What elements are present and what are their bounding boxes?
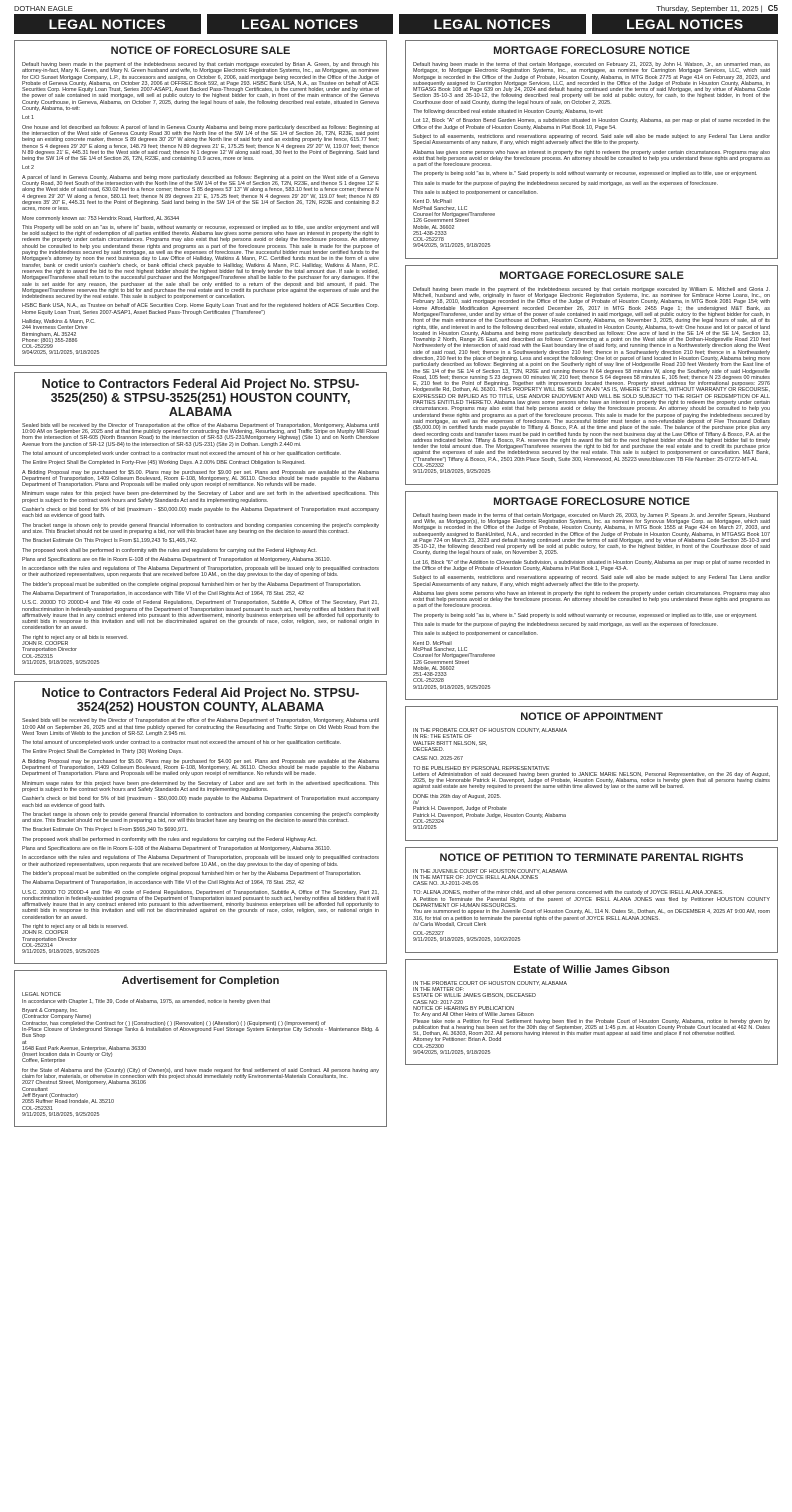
notice-paragraph: TO: ALENA JONES, mother of the minor child, and all other persons concerned with the custody of JOYCE IRELL ALANA JONES. A Petition to Terminate the Parental Rights of the parent of JOYCE IRELL ALANA JONES was filed by Petitioner HOUSTON COUNTY DEPARTMENT OF HUMAN RESOURCES. You are summoned to appear in the Juvenile Court of Houston County, AL, 114 N. Oates St., Dothan, AL, on DECEMBER 4, 2025 AT 9:00 AM, room 316, for trial on a petition to terminate the parental rights of the parent of JOYCE IRELL ALANA JONES. /s/ Carla Woodall, Circuit Clerk	[413, 890, 770, 928]
notice-title: NOTICE OF APPOINTMENT	[520, 711, 663, 724]
notice-paragraph: Minimum wage rates for this project have been pre-determined by the Secretary of Labor and are set forth in the advertised specifications. This project is subject to the contract work hours and Safety Standards Act and its implementing regulations.	[22, 780, 379, 793]
notice-paragraph: One house and lot described as follows: A parcel of land in Geneva County Alabama and being more particularly described as follows: Beginning at the intersection of the West side of Geneva County Road 30 with the North line of the SW 1/4 of the SE 1/4 of Section 26, T2N, R23E, said point being an existing concrete marker, thence S 89 degrees 30' 20" W along the North line of said forty and an existing property line fence, 615.77 feet; thence S 4 degrees 29' 20" E along a fence, 148.79 feet; thence N 89 degrees 21' E, 175.25 feet; thence N 4 degrees 29' 20" W, 119.07 feet; thence N 89 degrees 21' E, 445.31 feet to the West side of said road; thence N 1 degree 12' W along said road, 30 feet to the Point of Beginning. Said land being the SW 1/4 of the SE 1/4 of Section 26, T2N, R23E, and containing 0.9 acres, more or less.	[22, 124, 379, 163]
notice-paragraph: The following described real estate situated in Houston County, Alabama, to-wit:	[413, 109, 604, 116]
notice-paragraph: The bracket range is shown only to provide general financial information to contractors and bonding companies concerning the project's complexity and size. This Bracket should not be used in preparing a bid, nor will this bracket have any bearing on the decision to award this contract.	[22, 522, 379, 535]
notice-paragraph: More commonly known as: 753 Hendrix Road, Hartford, AL 36344	[22, 215, 180, 222]
notice-paragraph: Lot 1	[22, 115, 34, 122]
notice-paragraph: Default having been made in the terms of that certain Mortgage, executed on February 21, 2023, by John H. Watson, Jr., an unmarried man, as Mortgagor, to Mortgage Electronic Registration Systems, Inc., as mortgagee, as nominee for Carrington Mortgage Services, LLC, which said Mortgage is recorded in the Office of the Judge of Probate, Houston County, Alabama, in MTG Book 2775 at Page 414 on February 28, 2023, and subsequently assigned to Carrington Mortgage Services, LLC, and recorded in the Office of the Judge of Probate in Houston County, Alabama, in MTGASG Book 108 at Page 639 on July 24, 2024 and default having continued under the terms of said Mortgage, and by virtue of Alabama Code Section 35-10-3 and 35-10-12, the following described real property will be sold at public outcry, for cash, to the highest bidder, in front of the Courthouse door of said County, during the legal hours of sale, on October 2, 2025.	[413, 62, 770, 106]
legal-notice	[405, 959, 778, 1066]
notice-paragraph: The Entire Project Shall Be Completed In Forty-Five (45) Working Days. A 2.00% DBE Contract Obligation Is Required.	[22, 460, 306, 467]
paper-name: DOTHAN EAGLE	[14, 4, 73, 13]
notice-paragraph: The Entire Project Shall Be Completed In Thirty (30) Working Days.	[22, 749, 183, 756]
notice-paragraph: LEGAL NOTICE In accordance with Chapter 1, Title 39, Code of Alabama, 1975, as amended, notice is hereby given that	[22, 992, 271, 1005]
notice-paragraph: U.S.C. 2000D TO 2000D-4 and Title 49 code of Federal Regulations, Department of Transportation, Subtitle A, Office of The Secretary, Part 21, nondiscrimination in federally-assisted programs of the Department of Transportation issued pursuant to such act, hereby notifies all bidders that it will affirmatively insure that in any contract entered into pursuant to this advertisement, minority business enterprises will be afforded full opportunity to submit bids in response to this invitation and will not be discriminated against on the grounds of race, color, religion, sex, or national origin in consideration for an award.	[22, 600, 379, 632]
notice-paragraph: Kent D. McPhail McPhail Sanchez, LLC Counsel for Mortgagee/Transferee 126 Government Street Mobile, AL 36602 251-438-2333 COL-252278 9/04/2025, 9/11/2025, 9/18/2025	[413, 199, 496, 250]
notice-paragraph: Lot 16, Block "6" of the Addition to Cloverdale Subdivision, a subdivision situated in Houston County, Alabama as per map or plat of same recorded in the Office of the Judge of Probate of Houston County, Alabama in Plat Book 1, Page 43-A.	[413, 559, 770, 572]
notice-paragraph: Default having been made in the payment of the indebtedness secured by that certain mortgage executed by William E. Mitchell and Gloria J. Mitchell, husband and wife, originally in favor of Mortgage Electronic Registration Systems, Inc. as nominee for Embrace Home Loans, Inc., on February 18, 2010, said mortgage recorded in the Office of the Judge of Probate of Houston County, Alabama, in MTG Book 2081 Page 154; with Home Affordable Modification Agreement recorded December 26, 2017 in MTG Book 2455 Page 1; the undersigned M&T Bank, as Mortgagee/Transferee, under and by virtue of the power of sale contained in said mortgage, will sell at public outcry to the highest bidder for cash, in front of the main entrance of the Courthouse at Dothan, Houston County, Alabama, on November 3, 2025, during the legal hours of sale, all of its rights, title, and interest in and to the following described real estate, situated in Houston County, Alabama, to-wit: One house and lot or parcel of land located in Houston County, Alabama and being more particularly described as follows: One acre of land in the SE 1/4 of the SE 1/4, Section 13, Township 2 North, Range 26 East, and described as follows: Commencing at a point on the West side of the Dothan-Hodgesville Road 210 feet Northwesterly of the intersection of said road with the East boundary line of said forty, and running thence in a Northwesterly direction along the West side of said road, 210 feet; thence in a Southwesterly direction 210 feet; thence in a Southeasterly direction 210 feet; thence in a Northeasterly direction, 210 feet to the place of beginning. Less and except the following: One lot or parcel of land located in Houston County, Alabama being more particularly described as follows: Beginning at a point on the Southerly right of way line of Hodgesville Road 210 feet Westerly from the East line of the SE 1/4 of the SE 1/4 of Section 13, T2N, R26E and running thence N 64 degrees 58 minutes W, along the Southerly side of said Hodgesville Road, 105 feet; thence running S 23 degrees 00 minutes W, 210 feet; thence S 64 degrees 58 minutes E, 105 feet; thence N 23 degrees 00 minutes E, 210 feet to the Point of Beginning. Together with improvements located thereon. Property street address for informational purposes: 2976 Hodgesville Rd, Dothan, AL 36301. THIS PROPERTY WILL BE SOLD ON AN "AS IS, WHERE IS" BASIS, WITHOUT WARRANTY OR RECOURSE, EXPRESSED OR IMPLIED AS TO TITLE, USE AND/OR ENJOYMENT AND WILL BE SOLD SUBJECT TO THE RIGHT OF REDEMPTION OF ALL PARTIES ENTITLED THERETO. Alabama law gives some persons who have an interest in property the right to redeem the property under certain circumstances. Programs may also exist that help persons avoid or delay the foreclosure process. An attorney should be consulted to help you understand these rights and programs as a part of the foreclosure process. This sale is made for the purpose of paying the indebtedness secured by said mortgage, as well as the expenses of foreclosure. The successful bidder must tender a non-refundable deposit of Five Thousand Dollars ($5,000.00) in certified funds made payable to Tiffany & Bosco, P.A. at the time and place of the sale. The balance of the purchase price plus any deed recording costs and transfer taxes must be paid in certified funds by noon the next business day at the Law Office of Tiffany & Bosco, P.A. at the address indicated below. Tiffany & Bosco, P.A. reserves the right to award the bid to the next highest bidder should the highest bidder fail to timely tender the total amount due. The Mortgagee/Transferee reserves the right to bid for and purchase the real estate and to credit its purchase price against the expenses of sale and the indebtedness secured by the real estate. This sale is subject to postponement or cancellation. M&T Bank, ("Transferee") Tiffany & Bosco, P.A., 2501 20th Place South, Suite 300, Homewood, AL 35223 www.tblaw.com TB File Number: 25-07272-MT-AL COL-252332 9/11/2025, 9/18/2025, 9/25/2025	[413, 286, 770, 476]
notice-paragraph: Lot 2	[22, 165, 34, 172]
legal-notice	[405, 706, 778, 840]
notice-paragraph: The Bracket Estimate On This Project Is From $565,340 To $690,971.	[22, 827, 189, 834]
notice-paragraph: Plans and Specifications are on file in Room E-108 of the Alabama Department of Transportation at Montgomery, Alabama 36110.	[22, 556, 332, 563]
notice-paragraph: The property is being sold "as is, where is." Said property is sold without warranty or recourse, expressed or implied as to title, use or enjoyment.	[413, 171, 758, 178]
left-column	[14, 40, 387, 1133]
notice-paragraph: CASE NO. 2025-267	[413, 756, 464, 763]
notice-title: Notice to Contractors Federal Aid Project No. STPSU-3525(250) & STPSU-3525(251) HOUSTON COUNTY, ALABAMA	[41, 376, 360, 419]
notice-paragraph: Lot 12, Block "A" of Braxton Bend Garden Homes, a subdivision situated in Houston County, Alabama, as per map or plat of same recorded in the Office of the Judge of Probate of Houston County, Alabama in Plat Book 10, Page 54.	[413, 118, 770, 131]
notice-paragraph: This Property will be sold on an "as is, where is" basis, without warranty or recourse, expressed or implied as to title, use and/or enjoyment and will be sold subject to the right of redemption of all parties entitled thereto. Alabama law gives some persons who have an interest in property the right to redeem the property under certain circumstances. Programs may also exist that help persons avoid or delay the foreclosure process. An attorney should be consulted to help you understand these rights and programs as a part of the foreclosure process. This sale is made for the purpose of paying the indebtedness secured by said mortgage, as well as the expenses of foreclosure. The successful bidder must tender certified funds to the Mortgagee's attorney by noon the next business day to Law Office of Halliday, Watkins & Mann, P.C. Certified funds must be in the form of a wire transfer, bank or credit union's cashier's check, or bank official check payable to Halliday, Watkins & Mann, P.C. Halliday, Watkins & Mann, P.C. reserves the right to award the bid to the next highest bidder should the highest bidder fail to timely tender the total amount due. If sale is voided, Mortgagee/Transferee shall return to the successful purchaser and the Mortgagee/Transferee shall be liable to the purchaser for any damages. If the sale is set aside for any reason, the purchaser at the sale shall be only entitled to a return of the deposit and bid amount, if paid. The Mortgagee/Transferee reserves the right to bid for and purchase the real estate and to credit its purchase price against the expenses of sale and the indebtedness secured by the real estate. This sale is subject to postponement or cancellation.	[22, 224, 379, 301]
notice-paragraph: The right to reject any or all bids is reserved. JOHN R. COOPER Transportation Director COL-252314 9/11/2025, 9/18/2025, 9/25/2025	[22, 923, 129, 956]
notice-paragraph: The bracket range is shown only to provide general financial information to contractors and bonding companies concerning the project's complexity and size. This Bracket should not be used in preparing a bid, nor will this bracket have any bearing on the decision to award this contract.	[22, 811, 379, 825]
notice-title: Notice to Contractors Federal Aid Project No. STPSU-3524(252) HOUSTON COUNTY, ALABAMA	[41, 686, 360, 715]
legal-notice	[405, 491, 778, 700]
notice-paragraph: Halliday, Watkins & Mann, P.C. 244 Inverness Center Drive Birmingham, AL 35242 Phone: (801) 355-2886 COL-252299 9/04/2025, 9/11/2025, 9/18/2025	[22, 318, 100, 357]
notice-paragraph: The proposed work shall be performed in conformity with the rules and regulations for carrying out the Federal Highway Act.	[22, 547, 317, 554]
right-column	[405, 40, 778, 1071]
notice-paragraph: This sale is subject to postponement or cancellation.	[413, 631, 538, 638]
legal-notice	[14, 681, 387, 964]
notice-paragraph: A Bidding Proposal may be purchased for $5.00. Plans may be purchased for $4.00 per set. Plans and Proposals are available at the Alabama Department of Transportation, 1409 Coliseum Boulevard, Room E-108, Montgomery, AL 36110. Checks should be made payable to the Alabama Department of Transportation. Plans and Proposals will be mailed only upon receipt of remittance. No refunds will be made.	[22, 758, 379, 778]
page-number: C5	[767, 4, 778, 13]
notice-title: Estate of Willie James Gibson	[513, 963, 670, 976]
section-headers	[14, 14, 778, 34]
notice-paragraph: Default having been made in the payment of the indebtedness secured by that certain mortgage executed by Brian A. Green, by and through his attorney-in-fact, Mary N. Green, and Mary N. Green husband and wife, to Mortgage Electronic Registration Systems, Inc., as Mortgagee, as nominee for C/O Sunset Mortgage Company, L.P., its successors and assigns, on October 6, 2006, said mortgage being recorded in the Office of the Judge of Probate of Geneva County, Alabama, on October 23, 2006 at OFFREC Book 592, at Page 293. HSBC Bank USA, N.A., as Trustee on behalf of ACE Securities Corp. Home Equity Loan Trust, Series 2007-ASAP1, Asset Backed Pass-Through Certificates, is the current holder, under and by virtue of the power of sale contained in said mortgage, will sell at public outcry to the highest bidder for cash, in front of the main entrance of the Geneva County Courthouse, in Geneva, Alabama, on October 7, 2025, during the legal hours of sale, the following described real estate, situated in Geneva County, Alabama, to-wit:	[22, 62, 379, 113]
notice-title: Advertisement for Completion	[121, 975, 280, 988]
notice-title: MORTGAGE FORECLOSURE SALE	[499, 269, 684, 282]
legal-notice	[14, 40, 387, 366]
notice-paragraph: The bidder's proposal must be submitted on the complete original proposal furnished him or her by the Alabama Department of Transportation.	[22, 581, 362, 588]
notice-paragraph: DONE this 26th day of August, 2025. /s/ Patrick H. Davenport, Judge of Probate Patrick H. Davenport, Probate Judge, Houston County, Alabama COL-252324 9/11/2025	[413, 793, 567, 832]
notice-paragraph: IN THE PROBATE COURT OF HOUSTON COUNTY, ALABAMA IN THE MATTER OF: ESTATE OF WILLIE JAMES GIBSON, DECEASED CASE NO: 2017-220 NOTICE OF HEARING BY PUBLICATION To: Any and All Other Heirs of Willie James Gibson Please take note a Petition for Final Settlement having been filed in the Probate Court of Houston County, Alabama, notice is hereby given by publication that a hearing has been set for the 30th day of September, 2025 at 1:45 p.m. at Houston County Probate Court located at 462 N. Oates St., Dothan, AL 36303, Room 202. All persons having interest in this matter must appear at said time and place if not otherwise notified. Attorney for Petitioner: Brian A. Dodd COL-252300 9/04/2025, 9/11/2025, 9/18/2025	[413, 980, 770, 1057]
notice-paragraph: In accordance with the rules and regulations of The Alabama Department of Transportation, proposals will be issued only to prequalified contractors or their authorized representatives, upon requests that are received before 10 AM., on the day previous to the day of opening of bids.	[22, 855, 379, 868]
notice-paragraph: IN THE PROBATE COURT OF HOUSTON COUNTY, ALABAMA IN RE: THE ESTATE OF WALTER BRITT NELSON, SR, DECEASED.	[413, 728, 567, 753]
notice-paragraph: IN THE JUVENILE COURT OF HOUSTON COUNTY, ALABAMA IN THE MATTER OF: JOYCE IRELL ALANA JONES CASE NO. JU-2011-245.05	[413, 868, 568, 888]
notice-title: MORTGAGE FORECLOSURE NOTICE	[493, 45, 690, 57]
notice-paragraph: Sealed bids will be received by the Director of Transportation at the office of the Alabama Department of Transportation, Montgomery, Alabama until 10:00 AM on September 26, 2025 and at that time publicly opened for constructing the Resurfacing and Traffic Stripe on Old Webb Road from the West Town Limits of Webb to the junction of SR-52. Length 2.945 mi.	[22, 718, 379, 737]
notice-paragraph: The bidder's proposal must be submitted on the complete original proposal furnished him or her by the Alabama Department of Transportation.	[22, 870, 362, 877]
notice-paragraph: Alabama law gives some persons who have an interest in property the right to redeem the property under certain circumstances. Programs may also exist that help persons avoid or delay the foreclosure process. An attorney should be consulted to help you understand these rights and programs as a part of the foreclosure process.	[413, 149, 770, 169]
notice-title: NOTICE OF PETITION TO TERMINATE PARENTAL RIGHTS	[439, 851, 744, 864]
notice-paragraph: Plans and Specifications are on file in Room E-108 of the Alabama Department of Transportation at Montgomery, Alabama 36110.	[22, 846, 332, 853]
notice-paragraph: The proposed work shall be performed in conformity with the rules and regulations for carrying out the Federal Highway Act.	[22, 836, 317, 843]
notice-paragraph: Minimum wage rates for this project have been pre-determined by the Secretary of Labor and are set forth in the advertised specifications. This project is subject to the contract work hours and Safety Standards Act and its implementing regulations.	[22, 491, 379, 504]
notice-paragraph: Sealed bids will be received by the Director of Transportation at the office of the Alabama Department of Transportation, Montgomery, Alabama until 10:00 AM on September 26, 2025 and at that time publicly opened for constructing the Widening, Resurfacing, and Traffic Stripe on Murphy Mill Road from the intersection of SR-605 (North Brannon Road) to the intersection of SR-53 (US-231/Montgomery Highway) (Site 1) and on North Cherokee Avenue from the junction of SR-12 (US-84) to the intersection of SR-53 (US-231) (Site 2) in Dothan. Length 2.440 mi.	[22, 422, 379, 448]
notice-paragraph: Cashier's check or bid bond for 5% of bid (maximum - $50,000.00) made payable to the Alabama Department of Transportation must accompany each bid as evidence of good faith.	[22, 796, 379, 809]
legal-notice	[14, 372, 387, 676]
section-header: LEGAL NOTICES	[14, 14, 201, 34]
notice-paragraph: The property is being sold "as is, where is." Said property is sold without warranty or recourse, expressed or implied as to title, use or enjoyment.	[413, 612, 758, 619]
notice-paragraph: The total amount of uncompleted work under contract to a contractor must not exceed the amount of his or her qualification certificate.	[22, 740, 342, 747]
section-header: LEGAL NOTICES	[592, 14, 779, 34]
section-header: LEGAL NOTICES	[399, 14, 586, 34]
notice-paragraph: In accordance with the rules and regulations of The Alabama Department of Transportation, proposals will be issued only to prequalified contractors or their authorized representatives, upon requests that are received before 10 AM., on the day previous to the day of opening of bids.	[22, 566, 379, 579]
notice-paragraph: The Alabama Department of Transportation, in accordance with Title VI of the Civil Rights Act of 1964, 78 Stat. 252, 42	[22, 880, 304, 887]
legal-notice	[405, 265, 778, 485]
notice-paragraph: This sale is made for the purpose of paying the indebtedness secured by said mortgage, as well as the expenses of foreclosure.	[413, 180, 719, 187]
notice-paragraph: Bryant & Company, Inc. (Contractor Company Name) Contractor, has completed the Contract for ( ) (Construction) ( ) (Renovation) ( ) (Alteration) ( ) (Equipment) ( ) (Improvement) of In-Place Closure of Underground Storage Tanks & Installation of Aboveground Fuel Storage System Enterprise City Schools - Maintenance Bldg. & Bus Shop at 1648 East Park Avenue, Enterprise, Alabama 36330 (Insert location data in County or City) Coffee, Enterprise	[22, 1008, 379, 1065]
notice-paragraph: The Alabama Department of Transportation, in accordance with Title VI of the Civil Rights Act of 1964, 78 Stat. 252, 42	[22, 591, 304, 597]
section-header: LEGAL NOTICES	[207, 14, 394, 34]
notice-paragraph: This sale is subject to postponement or cancellation.	[413, 190, 538, 197]
notice-paragraph: Subject to all easements, restrictions and reservations appearing of record. Said sale will also be made subject to any Federal Tax Liens and/or Special Assessments of any nature, if any, which might adversely affect the title to the property.	[413, 133, 770, 147]
notice-paragraph: The right to reject any or all bids is reserved. JOHN R. COOPER Transportation Director COL-252315 9/11/2025, 9/18/2025, 9/25/2025	[22, 634, 129, 666]
notice-paragraph: Default having been made in the terms of that certain Mortgage, executed on March 26, 2003, by James P. Spears Jr. and Jennifer Spears, Husband and Wife, as Mortgagor(s), to Mortgage Electronic Registration Systems, Inc. as nominee for Synovus Mortgage Corp. as Mortgagee, which said Mortgage is recorded in the Office of the Judge of Probate, Houston County, Alabama, in MTG Book 1555 at Page 424 on March 27, 2003, and subsequently assigned to BankUnited, N.A., and recorded in the Office of the Judge of Probate in Houston County, Alabama, in MTGASG Book 107 at Page 724 on March 23, 2023 and default having continued under the terms of said Mortgage, and by virtue of Alabama Code Section 35-10-3 and 35-10-12, the following described real property will be sold at public outcry, for cash, to the highest bidder, in front of the Courthouse door of said County, during the legal hours of sale, on November 3, 2025.	[413, 512, 770, 557]
notice-paragraph: Kent D. McPhail McPhail Sanchez, LLC Counsel for Mortgagee/Transferee 126 Government Street Mobile, AL 36602 251-438-2333 COL-252328 9/11/2025, 9/18/2025, 9/25/2025	[413, 640, 496, 691]
notice-paragraph: Subject to all easements, restrictions and reservations appearing of record. Said sale will also be made subject to any Federal Tax Liens and/or Special Assessments of any nature, if any, which might adversely affect the title to the property.	[413, 575, 770, 588]
issue-date: Thursday, September 11, 2025	[656, 4, 759, 13]
notice-paragraph: HSBC Bank USA, N.A., as Trustee on behalf of ACE Securities Corp. Home Equity Loan Trust and for the registered holders of ACE Securities Corp. Home Equity Loan Trust, Series 2007-ASAP1, Asset Backed Pass-Through Certificates ("Transferee")	[22, 303, 379, 316]
notice-paragraph: COL-252327 9/11/2025, 9/18/2025, 9/25/2025, 10/02/2025	[413, 931, 521, 944]
issue-info: Thursday, September 11, 2025 | C5	[656, 4, 778, 13]
notice-paragraph: for the State of Alabama and the (County) (City) of Owner(s), and have made request for final settlement of said Contract. All persons having any claim for labor, materials, or otherwise in connection with this project should immediately notify Environmental-Materials Consultants, Inc. 2027 Chestnut Street, Montgomery, Alabama 36106 Consultant Jeff Bryant (Contractor) 2055 Ruffner Road Irondale, AL 35210 COL-252331 9/11/2025, 9/18/2025, 9/25/2025	[22, 1067, 379, 1118]
notice-paragraph: A Bidding Proposal may be purchased for $5.00. Plans may be purchased for $9.00 per set. Plans and Proposals are available at the Alabama Department of Transportation, 1409 Coliseum Boulevard, Room E-108, Montgomery, AL 36110. Checks should be made payable to the Alabama Department of Transportation. Plans and Proposals will be mailed only upon receipt of remittance. No refunds will be made.	[22, 469, 379, 489]
notice-title: NOTICE OF FORECLOSURE SALE	[110, 45, 291, 57]
legal-notice	[14, 970, 387, 1127]
notice-paragraph: The total amount of uncompleted work under contract to a contractor must not exceed the amount of his or her qualification certificate.	[22, 450, 342, 457]
legal-notice	[405, 40, 778, 259]
notice-paragraph: TO BE PUBLISHED BY PERSONAL REPRESENTATIVE Letters of Administration of said deceased having been granted to JANICE MARIE NELSON, Personal Representative, on the 26 day of August, 2025, by the Honorable Patrick H. Davenport, Judge of Probate, Houston County, Alabama, notice is hereby given that all persons having claims against said estate are hereby required to present the same within time allowed by law or the same will be barred.	[413, 765, 770, 791]
notice-paragraph: This sale is made for the purpose of paying the indebtedness secured by said mortgage, as well as the expenses of foreclosure.	[413, 622, 719, 629]
notice-paragraph: U.S.C. 2000D TO 2000D-4 and Title 49 code of Federal Regulations, Department of Transportation, Subtitle A, Office of The Secretary, Part 21, nondiscrimination in federally-assisted programs of the Department of Transportation issued pursuant to such act, hereby notifies all bidders that it will affirmatively insure that in any contract entered into pursuant to this advertisement, minority business enterprises will be afforded full opportunity to submit bids in response to this invitation and will not be discriminated against on the grounds of race, color, religion, sex, or national origin in consideration for an award.	[22, 889, 379, 921]
notice-paragraph: A parcel of land in Geneva County, Alabama and being more particularly described as follows: Beginning at a point on the West side of a Geneva County Road, 30 feet South of the intersection with the North line of the SW 1/4 of the SE 1/4 of Section 26, T2N, R23E, and thence S 1 degree 12' E along the West side of said road, 630.02 feet to a fence corner; thence S 85 degrees 53' 13" W along a fence, 583.10 feet to a fence corner; thence N 4 degrees 29' 20" W along a fence, 580.11 feet; thence N 89 degrees 21' E, 175.25 feet; thence N 4 degrees 29' 20" W, 119.07 feet; thence N 89 degrees 35' 20" E, 445.31 feet to the Point of Beginning. Said land being in the SW 1/4 of the SE 1/4 of Section 26, T2N, R23E and containing 8.2 acres, more or less.	[22, 174, 379, 213]
notice-title: MORTGAGE FORECLOSURE NOTICE	[493, 495, 690, 508]
legal-notice	[405, 847, 778, 953]
notice-paragraph: Cashier's check or bid bond for 5% of bid (maximum - $50,000.00) made payable to the Alabama Department of Transportation must accompany each bid as evidence of good faith.	[22, 507, 379, 520]
notice-paragraph: The Bracket Estimate On This Project Is From $1,199,243 To $1,465,742.	[22, 538, 198, 545]
notice-paragraph: Alabama law gives some persons who have an interest in property the right to redeem the property under certain circumstances. Programs may also exist that help persons avoid or delay the foreclosure process. An attorney should be consulted to help you understand these rights and programs as a part of the foreclosure process.	[413, 590, 770, 610]
